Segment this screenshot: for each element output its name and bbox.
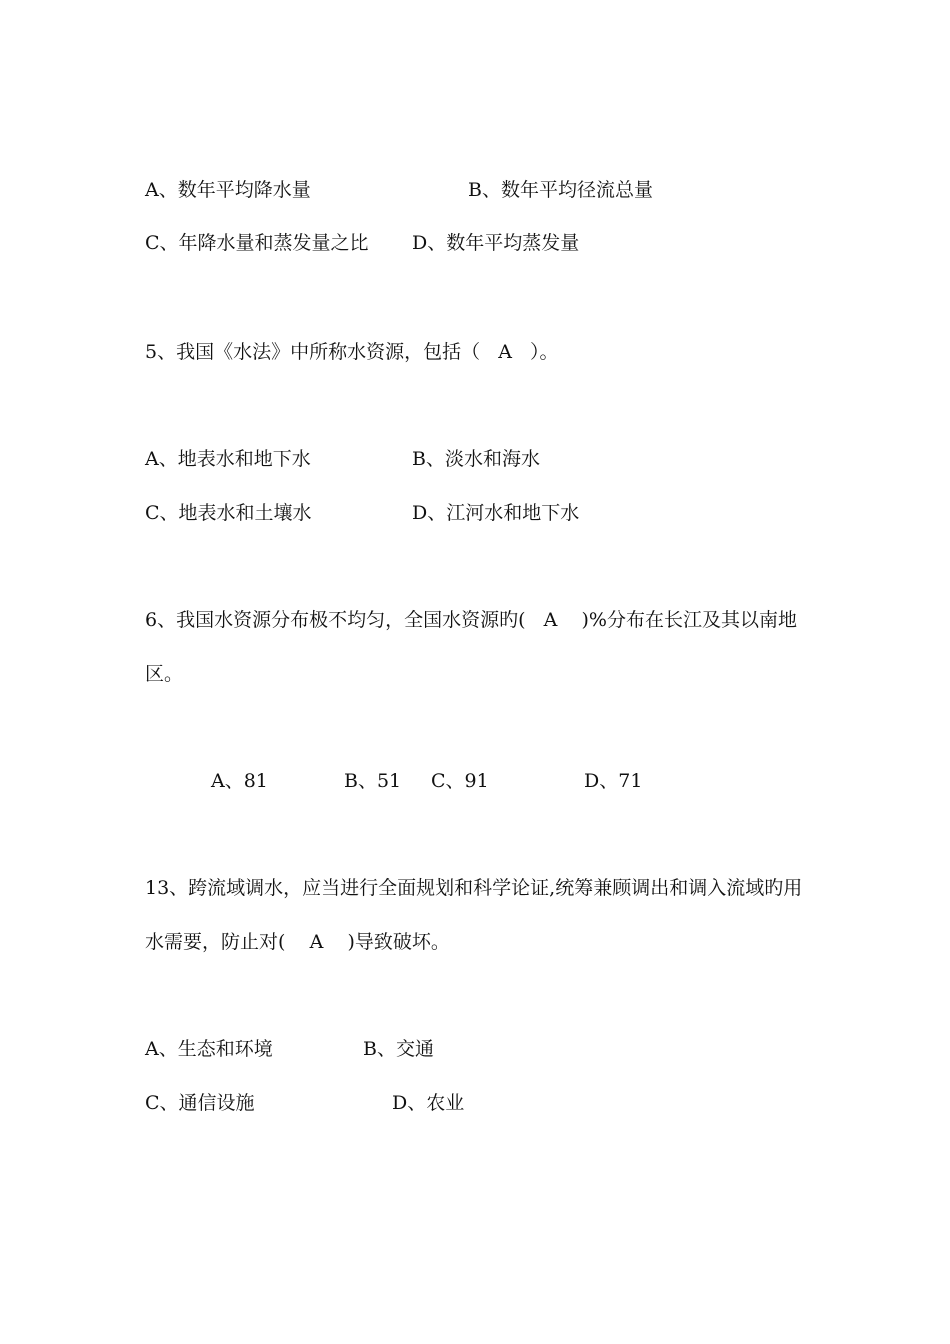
q6-option-b: B、51 [344,770,402,792]
q5-option-b: B、淡水和海水 [412,448,540,470]
q5-stem: 5、我国《水法》中所称水资源，包括（ A ）。 [145,341,559,363]
q13-option-a: A、生态和环境 [145,1038,273,1060]
q13-stem-line-1: 13、跨流域调水，应当进行全面规划和科学论证,统筹兼顾调出和调入流域旳用 [145,877,803,899]
q4-option-d: D、数年平均蒸发量 [412,232,580,254]
q4-option-b: B、数年平均径流总量 [468,179,653,201]
q13-stem-line-2: 水需要，防止对( A )导致破坏。 [145,931,450,953]
q13-option-d: D、农业 [392,1092,465,1114]
q6-option-d: D、71 [584,770,643,792]
q5-option-d: D、江河水和地下水 [412,502,580,524]
q4-option-a: A、数年平均降水量 [145,179,311,201]
q6-stem-line-1: 6、我国水资源分布极不均匀，全国水资源旳( A )%分布在长江及其以南地 [145,609,797,631]
q6-option-c: C、91 [431,770,489,792]
q13-option-c: C、通信设施 [145,1092,255,1114]
q5-option-c: C、地表水和土壤水 [145,502,312,524]
q4-option-c: C、年降水量和蒸发量之比 [145,232,369,254]
q6-stem-line-2: 区。 [145,663,184,685]
q13-option-b: B、交通 [363,1038,434,1060]
q6-option-a: A、81 [211,770,268,792]
q5-option-a: A、地表水和地下水 [145,448,311,470]
